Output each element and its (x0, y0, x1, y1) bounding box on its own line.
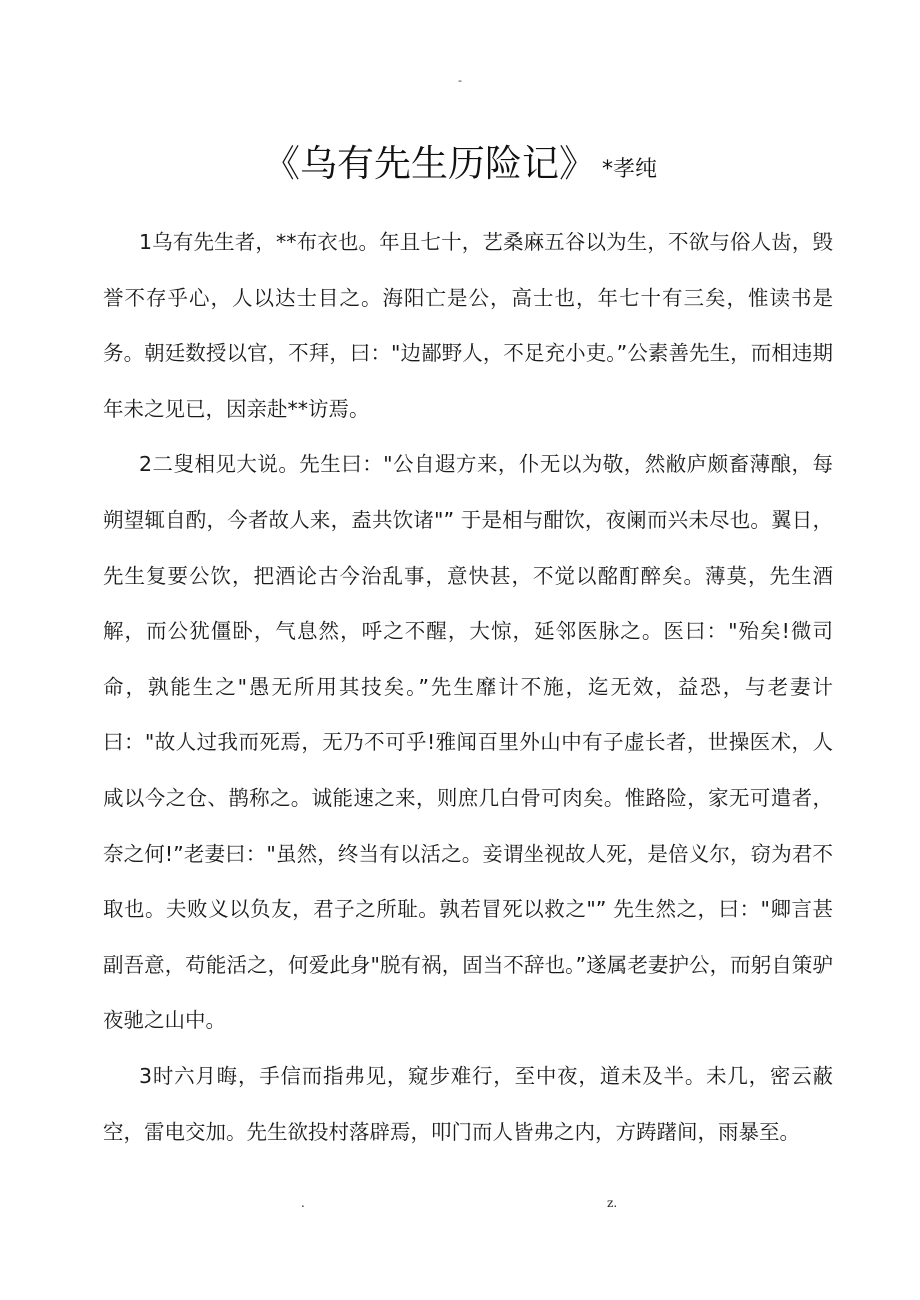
author-text: *孝纯 (601, 157, 657, 182)
body-text (103, 215, 833, 1160)
paragraph-1: 1乌有先生者，**布衣也。年且七十，艺桑麻五谷以为生，不欲与俗人齿，毁誉不存乎心，人以达士目之。海阳亡是公，高士也，年七十有三矣，惟读书是务。朝廷数授以官，不拜，曰："边鄙野人，不足充小吏。”公素善先生，而相违期年未之见已，因亲赴**访焉。 (103, 230, 833, 421)
paragraph-3: 3时六月晦，手信而指弗见，窥步难行，至中夜，道未及半。未几，密云蔽空，雷电交加。先生欲投村落辟焉，叩门而人皆弗之内，方踌躇间，雨暴至。 (103, 1063, 833, 1144)
document-title (0, 138, 920, 197)
paragraph-2: 2二叟相见大说。先生曰："公自遐方来，仆无以为敬，然敝庐颇畜薄酿，每朔望辄自酌，今者故人来，盍共饮诸"” 于是相与酣饮，夜阑而兴未尽也。翼日，先生复要公饮，把酒论古今治乱事，意快甚，不觉以酩酊醉矣。薄莫，先生酒解，而公犹僵卧，气息然，呼之不醒，大惊，延邻医脉之。医曰："殆矣!微司命，孰能生之"愚无所用其技矣。”先生靡计不施，迄无效，益恐，与老妻计曰："故人过我而死焉，无乃不可乎!雅闻百里外山中有子虚长者，世操医术，人咸以今之仓、鹊称之。诚能速之来，则庶几白骨可肉矣。惟路险，家无可遣者，奈之何!”老妻曰："虽然，终当有以活之。妾谓坐视故人死，是倍义尔，窃为君不取也。夫败义以负友，君子之所耻。孰若冒死以救之"” 先生然之，曰："卿言甚副吾意，苟能活之，何爱此身"脱有祸，固当不辞也。”遂属老妻护公，而躬自策驴夜驰之山中。 (103, 452, 833, 1033)
header-mark: - (458, 74, 462, 87)
page-footer (0, 1196, 920, 1212)
footer-right-mark: z. (607, 1196, 618, 1210)
footer-left-mark: . (301, 1196, 305, 1210)
title-text: 《乌有先生历险记》 (262, 142, 596, 185)
